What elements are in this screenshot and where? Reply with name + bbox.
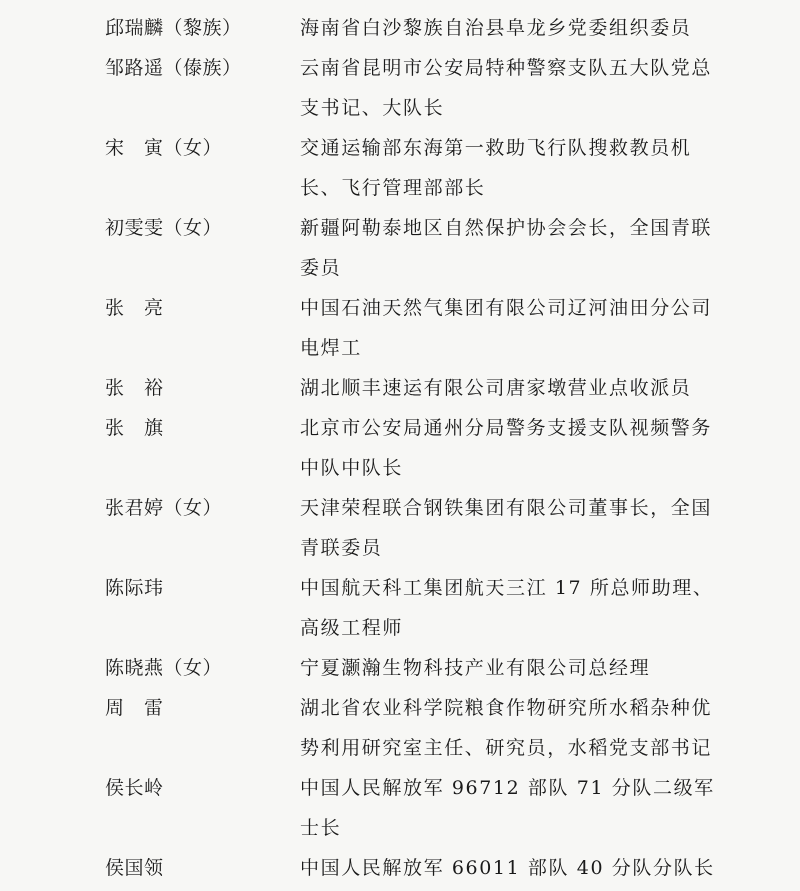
- person-name: 侯长岭: [105, 777, 164, 799]
- list-item: [0, 288, 800, 368]
- person-name: 侯国领: [105, 857, 164, 879]
- person-name: 周 雷: [105, 697, 164, 719]
- list-item: [0, 568, 800, 648]
- list-item: [0, 648, 800, 688]
- person-name: 初雯雯（女）: [105, 217, 223, 239]
- person-title: 中国人民解放军 66011 部队 40 分队分队长: [300, 857, 715, 879]
- person-title: 交通运输部东海第一救助飞行队搜救教员机长、飞行管理部部长: [300, 137, 692, 199]
- list-item: [0, 408, 800, 488]
- list-item: [0, 848, 800, 888]
- person-title: 湖北顺丰速运有限公司唐家墩营业点收派员: [300, 377, 692, 399]
- person-name: 邹路遥（傣族）: [105, 57, 242, 79]
- person-title: 海南省白沙黎族自治县阜龙乡党委组织委员: [300, 17, 692, 39]
- person-title: 湖北省农业科学院粮食作物研究所水稻杂种优势利用研究室主任、研究员，水稻党支部书记: [300, 697, 713, 759]
- person-title: 天津荣程联合钢铁集团有限公司董事长，全国青联委员: [300, 497, 713, 559]
- list-item: [0, 8, 800, 48]
- list-item: [0, 48, 800, 128]
- person-name: 邱瑞麟（黎族）: [105, 17, 242, 39]
- person-name: 宋 寅（女）: [105, 137, 223, 159]
- person-name: 张君婷（女）: [105, 497, 223, 519]
- list-item: [0, 208, 800, 288]
- person-name: 陈晓燕（女）: [105, 657, 223, 679]
- person-title: 中国石油天然气集团有限公司辽河油田分公司电焊工: [300, 297, 713, 359]
- list-item: [0, 128, 800, 208]
- person-name: 陈际玮: [105, 577, 164, 599]
- person-name: 张 裕: [105, 377, 164, 399]
- list-item: [0, 368, 800, 408]
- list-item: [0, 768, 800, 848]
- person-title: 新疆阿勒泰地区自然保护协会会长，全国青联委员: [300, 217, 713, 279]
- person-title: 中国航天科工集团航天三江 17 所总师助理、高级工程师: [300, 577, 714, 639]
- person-title: 中国人民解放军 96712 部队 71 分队二级军士长: [300, 777, 715, 839]
- list-item: [0, 488, 800, 568]
- person-name: 张 亮: [105, 297, 164, 319]
- person-name: 张 旗: [105, 417, 164, 439]
- person-title: 云南省昆明市公安局特种警察支队五大队党总支书记、大队长: [300, 57, 713, 119]
- person-title: 北京市公安局通州分局警务支援支队视频警务中队中队长: [300, 417, 713, 479]
- list-item: [0, 688, 800, 768]
- person-title: 宁夏灏瀚生物科技产业有限公司总经理: [300, 657, 651, 679]
